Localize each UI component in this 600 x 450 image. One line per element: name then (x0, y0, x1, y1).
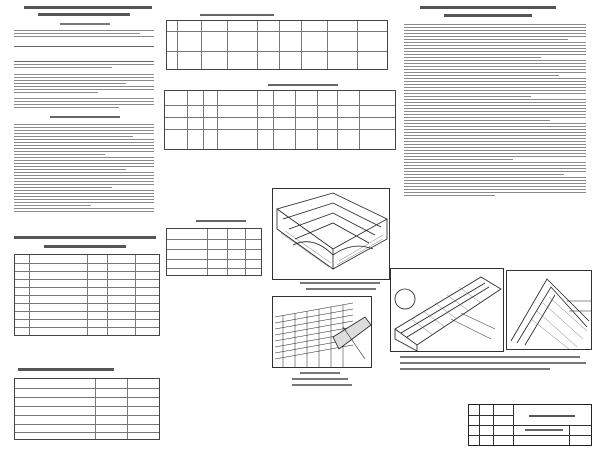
col1-section-bar (50, 116, 120, 118)
col1-text-block-4 (14, 98, 154, 110)
roof-slope-svg (273, 297, 372, 368)
roof-slope-caption (300, 372, 340, 374)
mid-center-table (164, 90, 396, 150)
ridge-detail-svg (507, 271, 592, 350)
title-block-sub-bar (525, 429, 563, 431)
col1-mini-table (14, 46, 154, 62)
detail-caption-bar-1 (400, 356, 580, 358)
col1-subtitle-bar (60, 23, 110, 25)
col1-table-title-bar (14, 236, 156, 239)
col1-economics-table (14, 378, 160, 440)
eaves-detail-svg (391, 269, 504, 352)
eaves-detail-drawing (390, 268, 504, 352)
col1-text-block-2 (14, 64, 154, 70)
roof-slope-drawing (272, 296, 372, 368)
tile-overlap-svg (273, 189, 390, 280)
top-center-title-bar (200, 14, 274, 16)
top-center-table (166, 20, 388, 70)
detail-caption-bar-2 (400, 362, 586, 364)
col1-economics-title-bar (18, 368, 114, 371)
tile-overlap-caption (300, 282, 380, 284)
detail-caption-bar-3 (400, 368, 550, 370)
col1-text-block-1 (14, 30, 154, 39)
right-column-text (404, 24, 586, 198)
mid-center-title-bar (268, 84, 338, 86)
tile-overlap-drawing (272, 188, 390, 280)
right-title-bar (420, 6, 556, 9)
title-block (468, 404, 592, 446)
roof-slope-caption-3 (292, 384, 352, 386)
col1-title-bar-2 (38, 13, 130, 16)
col1-text-block-3 (14, 74, 154, 95)
col1-text-block-5 (14, 124, 154, 214)
tile-overlap-caption-2 (306, 288, 376, 290)
col1-table-title-bar-2 (44, 245, 126, 248)
materials-table (166, 228, 262, 276)
materials-title-bar (196, 220, 246, 222)
col1-work-table (14, 254, 160, 336)
title-block-name-bar (529, 415, 575, 417)
right-title-bar-2 (444, 14, 532, 17)
ridge-detail-drawing (506, 270, 592, 350)
col1-title-bar (24, 6, 152, 9)
roof-slope-caption-2 (292, 378, 348, 380)
